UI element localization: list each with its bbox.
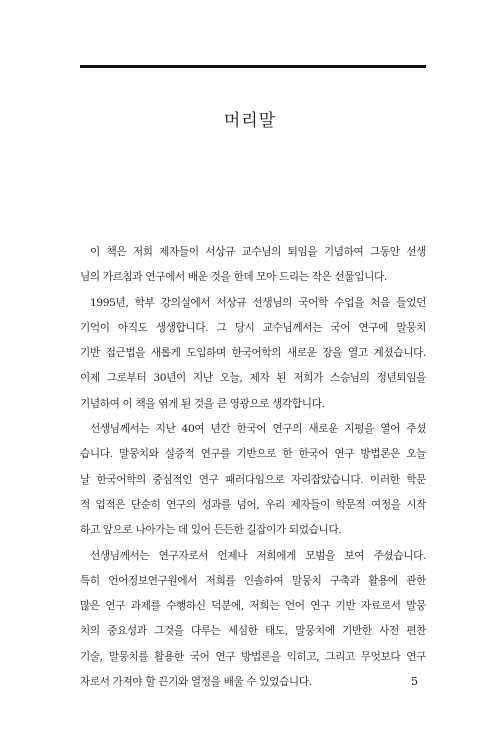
text-line: 많은 연구 과제를 수행하신 덕분에, 저희는 언어 연구 기반 자료로서 말뭉 [80,600,426,613]
text-line: 습니다. 말뭉치와 실증적 연구를 기반으로 한 한국어 연구 방법론은 오늘 [80,448,426,461]
text-line: 자로서 가져야 할 끈기와 열정을 배울 수 있었습니다. [80,676,312,689]
top-rule [80,65,426,68]
text-line: 기반 접근법을 새롭게 도입하며 한국어학의 새로운 장을 열고 계셨습니다. [80,347,426,360]
text-line: 선생님께서는 연구자로서 언제나 저희에게 모범을 보여 주셨습니다. [90,549,426,562]
text-line: 날 한국어학의 중심적인 연구 패러다임으로 자리잡았습니다. 이러한 학문 [80,473,426,486]
paragraph-4 [80,544,426,696]
text-line: 적 업적은 단순히 연구의 성과를 넘어, 우리 제자들이 학문적 여정을 시작 [80,498,426,511]
text-line: 기술, 말뭉치를 활용한 국어 연구 방법론을 익히고, 그리고 무엇보다 연구 [80,650,426,663]
text-line: 이제 그로부터 30년이 지난 오늘, 제자 된 저희가 스승님의 정년퇴임을 [80,372,426,385]
text-line: 기념하여 이 책을 엮게 된 것을 큰 영광으로 생각합니다. [80,397,325,410]
paragraph-1 [80,240,426,291]
text-line: 치의 중요성과 그것을 다루는 세심한 태도, 말뭉치에 기반한 사전 편찬 [80,625,426,638]
text-line: 이 책은 저희 제자들이 서상규 교수님의 퇴임을 기념하여 그동안 선생 [90,246,426,258]
chapter-title: 머리말 [223,111,277,131]
text-line: 기억이 아직도 생생합니다. 그 당시 교수님께서는 국어 연구에 말뭉치 [80,321,426,334]
text-line: 님의 가르침과 연구에서 배운 것을 한데 모아 드리는 작은 선물입니다. [80,271,387,284]
text-line: 특히 언어정보연구원에서 저희를 인솔하여 말뭉치 구축과 활용에 관한 [80,574,426,587]
text-line: 하고 앞으로 나아가는 데 있어 든든한 길잡이가 되었습니다. [80,524,342,537]
text-line: 선생님께서는 지난 40여 년간 한국어 연구의 새로운 지평을 열어 주셨 [90,423,426,436]
paragraph-3 [80,417,426,543]
paragraph-2 [80,291,426,417]
text-line: 1995년, 학부 강의실에서 서상규 선생님의 국어학 수업을 처음 들었던 [90,296,426,309]
page-number: 5 [411,675,418,688]
preface-body [80,240,426,695]
